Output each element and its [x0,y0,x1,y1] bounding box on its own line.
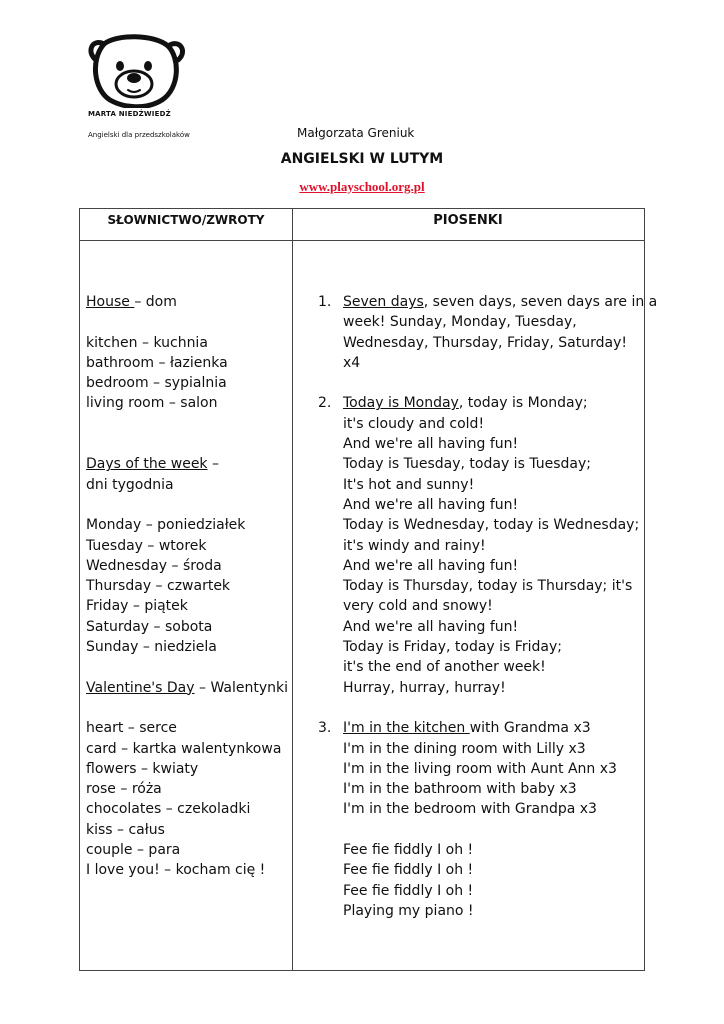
house-translation: – dom [134,294,177,310]
vocab-item: kitchen – kuchnia [86,334,208,351]
song-title: I'm in the kitchen [343,720,470,737]
song-line [343,292,658,312]
song-line: it's cloudy and cold! [343,415,485,432]
author-name: Małgorzata Greniuk [297,126,415,140]
vocab-item: bedroom – sypialnia [86,375,227,392]
vocab-item: bathroom – łazienka [86,354,228,371]
song-line: Hurray, hurray, hurray! [343,679,506,696]
song-line: And we're all having fun! [343,496,519,513]
vocab-item: chocolates – czekoladki [86,801,251,818]
days-translation: dni tygodnia [86,476,174,493]
vocab-item: Sunday – niedziela [86,639,217,656]
song-line: Today is Wednesday, today is Wednesday; [343,517,640,534]
page-title: ANGIELSKI W LUTYM [280,151,444,167]
vocab-item: heart – serce [86,720,177,737]
vocab-item: Friday – piątek [86,598,188,615]
vocab-item: Thursday – czwartek [86,578,231,595]
song-line: it's windy and rainy! [343,537,486,554]
song-today-is-monday [318,393,648,697]
vocab-item: couple – para [86,842,181,859]
vocabulary-column-header: SŁOWNICTWO/ZWROTY [107,213,265,227]
song-line: it's the end of another week! [343,659,546,676]
house-label: House [86,294,135,310]
days-label: Days of the week [86,456,208,473]
song-number: 1. [318,294,332,310]
song-line: I'm in the dining room with Lilly x3 [343,740,586,757]
song-line [343,718,648,738]
song-title: Today is Monday [343,395,459,412]
house-heading [86,292,290,312]
vocab-item: Tuesday – wtorek [86,537,207,554]
song-line: I'm in the bedroom with Grandpa x3 [343,801,597,818]
song-line: Today is Thursday, today is Thursday; it's [343,578,633,595]
vocab-item: card – kartka walentynkowa [86,740,282,757]
days-dash: – [207,456,219,473]
days-heading [86,454,290,474]
song-line: x4 [343,354,361,371]
valentine-translation: – Walentynki [194,679,289,696]
bear-logo [84,30,188,108]
brand-name: MARTA NIEDŹWIEDŹ [88,110,171,118]
song-number: 2. [318,395,332,412]
brand-subtitle: Angielski dla przedszkolaków [88,131,190,139]
chorus-line: Fee fie fiddly I oh ! [343,842,474,859]
vocab-item: living room – salon [86,395,218,412]
song-in-the-kitchen [318,718,648,921]
vocab-item: Saturday – sobota [86,618,213,635]
song-number: 3. [318,720,332,737]
vocab-item: flowers – kwiaty [86,760,199,777]
song-title: Seven days [343,294,424,310]
song-line: It's hot and sunny! [343,476,475,493]
song-line: Today is Tuesday, today is Tuesday; [343,456,591,473]
song-line-rest: with Grandma x3 [469,720,591,737]
chorus-line: Fee fie fiddly I oh ! [343,882,474,899]
chorus-line: Fee fie fiddly I oh ! [343,862,474,879]
song-line: And we're all having fun! [343,436,519,453]
song-line: And we're all having fun! [343,557,519,574]
website-link[interactable]: www.playschool.org.pl [299,179,425,194]
song-line-rest: , seven days, seven days are in a [423,294,658,310]
valentine-heading [86,678,290,698]
song-line [343,393,648,413]
valentine-label: Valentine's Day [86,679,195,696]
song-line: Wednesday, Thursday, Friday, Saturday! [343,334,627,351]
vocabulary-list [86,292,290,881]
vocab-item: Monday – poniedziałek [86,517,246,534]
song-seven-days [318,292,658,373]
header-divider [79,240,645,241]
song-line: very cold and snowy! [343,598,493,615]
vocab-item: kiss – całus [86,821,165,838]
song-line: I'm in the bathroom with baby x3 [343,781,577,798]
song-line: week! Sunday, Monday, Tuesday, [343,314,577,331]
vocab-item: I love you! – kocham cię ! [86,862,266,879]
vocab-item: Wednesday – środa [86,557,222,574]
vocab-item: rose – róża [86,781,162,798]
songs-list [318,292,658,921]
songs-column-header: PIOSENKI [433,213,503,228]
column-divider [292,208,293,971]
song-line: Today is Friday, today is Friday; [343,639,562,656]
song-line-rest: , today is Monday; [458,395,588,412]
song-line: I'm in the living room with Aunt Ann x3 [343,760,617,777]
chorus-line: Playing my piano ! [343,902,474,919]
song-line: And we're all having fun! [343,618,519,635]
